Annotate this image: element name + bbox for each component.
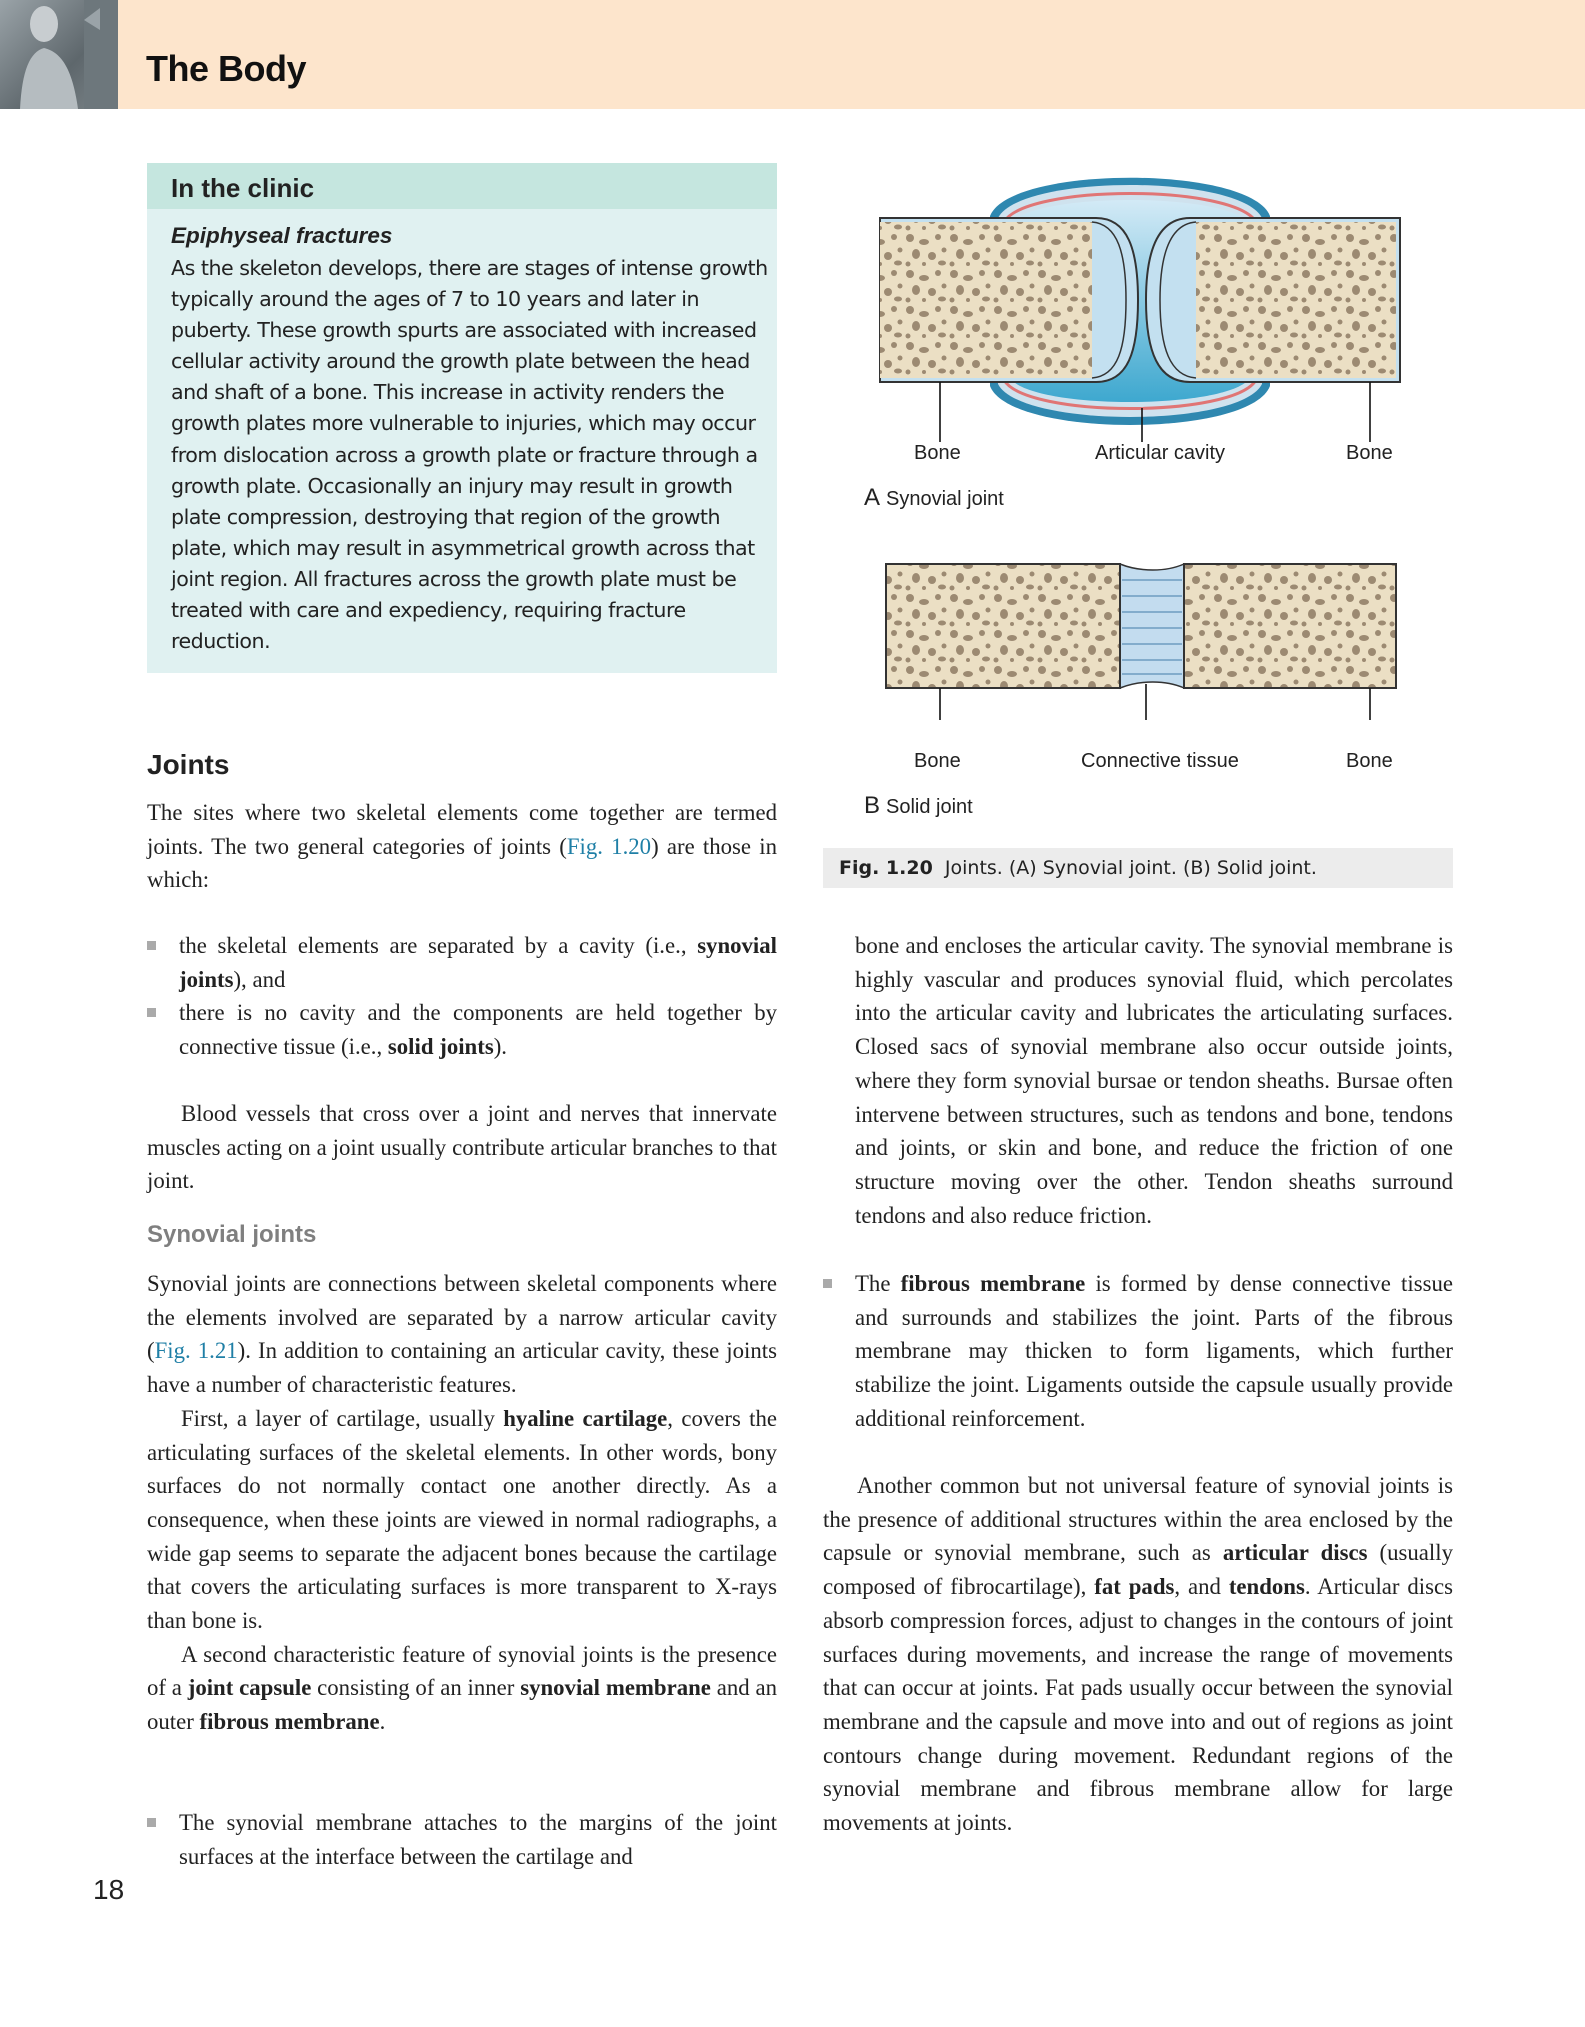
figure-number: Fig. 1.20 bbox=[839, 857, 933, 879]
joint-category-list bbox=[147, 929, 777, 1064]
figure-caption bbox=[823, 848, 1453, 888]
list-item: The fibrous membrane is formed by dense connective tissue and surrounds and stabilizes the joint. Parts of the fibrous membrane may thicken to form ligaments, which further stabilize the joint. Ligaments outside the capsule usually provide additional reinforcement. bbox=[823, 1267, 1453, 1436]
joints-figure bbox=[860, 160, 1420, 720]
panel-a-label bbox=[864, 484, 1004, 512]
fig-1-20-link[interactable]: Fig. 1.20 bbox=[566, 833, 652, 859]
label-articular-cavity: Articular cavity bbox=[1095, 442, 1226, 464]
synovial-p2: First, a layer of cartilage, usually hyaline cartilage, covers the articulating surfaces of the skeletal elements. In other words, bony surfaces do not normally contact one another directly. As a consequence, when these joints are viewed in normal radiographs, a wide gap seems to separate the adjacent bones because the cartilage that covers the articulating surfaces is more transparent to X-rays than bone is. bbox=[147, 1405, 778, 1634]
panel-b-title: Solid joint bbox=[886, 796, 973, 818]
clinic-subheading: Epiphyseal fractures bbox=[171, 223, 393, 248]
synovial-p1: Synovial joints are connections between skeletal components where the elements involved are separated by a narrow articular cavity (Fig. 1.21). In addition to containing an articular cavity, these joints have a number of characteristic features. bbox=[147, 1271, 777, 1398]
list-item: The synovial membrane attaches to the margins of the joint surfaces at the interface between the cartilage and bbox=[147, 1806, 777, 1873]
blood-vessels-paragraph: Blood vessels that cross over a joint and nerves that innervate muscles acting on a joint usually contribute articular branches to that joint. bbox=[147, 1101, 777, 1194]
joints-intro: The sites where two skeletal elements come together are termed joints. The two general categories of joints (Fig. 1.20) are those in which: bbox=[147, 800, 777, 893]
additional-structures-paragraph: Another common but not universal feature of synovial joints is the presence of additional structures within the area enclosed by the capsule or synovial membrane, such as articular discs (usually composed of fibrocartilage), fat pads, and tendons. Articular discs absorb compression forces, adjust to changes in the contours of joint surfaces during movements, and increase the range of movements that can occur at joints. Fat pads usually occur between the synovial membrane and the capsule and move into and out of regions as joint contours change during movement. Redundant regions of the synovial membrane and fibrous membrane allow for large movements at joints. bbox=[823, 1473, 1453, 1836]
list-item: the skeletal elements are separated by a cavity (i.e., synovial joints), and bbox=[147, 929, 777, 996]
clinic-heading: In the clinic bbox=[147, 163, 777, 209]
solid-joint-diagram bbox=[886, 564, 1396, 720]
page-number: 18 bbox=[93, 1874, 125, 1905]
synovial-joint-diagram bbox=[880, 178, 1400, 442]
synovial-paragraphs bbox=[147, 1267, 777, 1739]
chapter-thumbnail-image bbox=[0, 0, 118, 109]
body-figure-icon bbox=[0, 0, 118, 109]
fibrous-membrane-bullet bbox=[823, 1267, 1453, 1436]
fig-1-21-link[interactable]: Fig. 1.21 bbox=[154, 1338, 238, 1364]
synovial-joints-heading: Synovial joints bbox=[147, 1221, 317, 1248]
label-bone-left-a: Bone bbox=[914, 442, 961, 464]
synovial-membrane-bullet-cont: bone and encloses the articular cavity. The synovial membrane is highly vascular and produces synovial fluid, which percolates into the articular cavity and lubricates the articulating surfaces. Closed sacs of synovial membrane also occur outside joints, where they form synovial bursae or tendon sheaths. Bursae often intervene between structures, such as tendons and bone, tendons and joints, or skin and bone, and reduce the friction of one structure moving over the other. Tendon sheaths surround tendons and also reduce friction. bbox=[855, 933, 1453, 1228]
panel-a-letter: A bbox=[864, 484, 881, 511]
label-bone-right-a: Bone bbox=[1346, 442, 1393, 464]
chapter-title: The Body bbox=[146, 48, 307, 89]
panel-b-label bbox=[864, 792, 973, 820]
panel-b-letter: B bbox=[864, 792, 881, 819]
synovial-membrane-bullet-start bbox=[147, 1806, 777, 1873]
label-connective-tissue: Connective tissue bbox=[1081, 750, 1239, 772]
in-the-clinic-box bbox=[147, 163, 777, 673]
panel-a-title: Synovial joint bbox=[886, 488, 1004, 510]
joints-heading: Joints bbox=[147, 749, 230, 780]
label-bone-left-b: Bone bbox=[914, 750, 961, 772]
synovial-p3: A second characteristic feature of synovial joints is the presence of a joint capsule consisting of an inner synovial membrane and an outer fibrous membrane. bbox=[147, 1641, 777, 1735]
clinic-body-text: As the skeleton develops, there are stages of intense growth typically around the ages of 7 to 10 years and later in puberty. These growth spurts are associated with increased cellular activity around the growth plate between the head and shaft of a bone. This increase in activity renders the growth plates more vulnerable to injuries, which may occur from dislocation across a growth plate or fracture through a growth plate. Occasionally an injury may result in growth plate compression, destroying that region of the growth plate, which may result in asymmetrical growth across that joint region. All fractures across the growth plate must be treated with care and expediency, requiring fracture reduction. bbox=[171, 256, 768, 654]
figure-caption-text: Joints. (A) Synovial joint. (B) Solid joint. bbox=[944, 857, 1317, 879]
list-item: there is no cavity and the components are held together by connective tissue (i.e., solid joints). bbox=[147, 996, 777, 1063]
label-bone-right-b: Bone bbox=[1346, 750, 1393, 772]
